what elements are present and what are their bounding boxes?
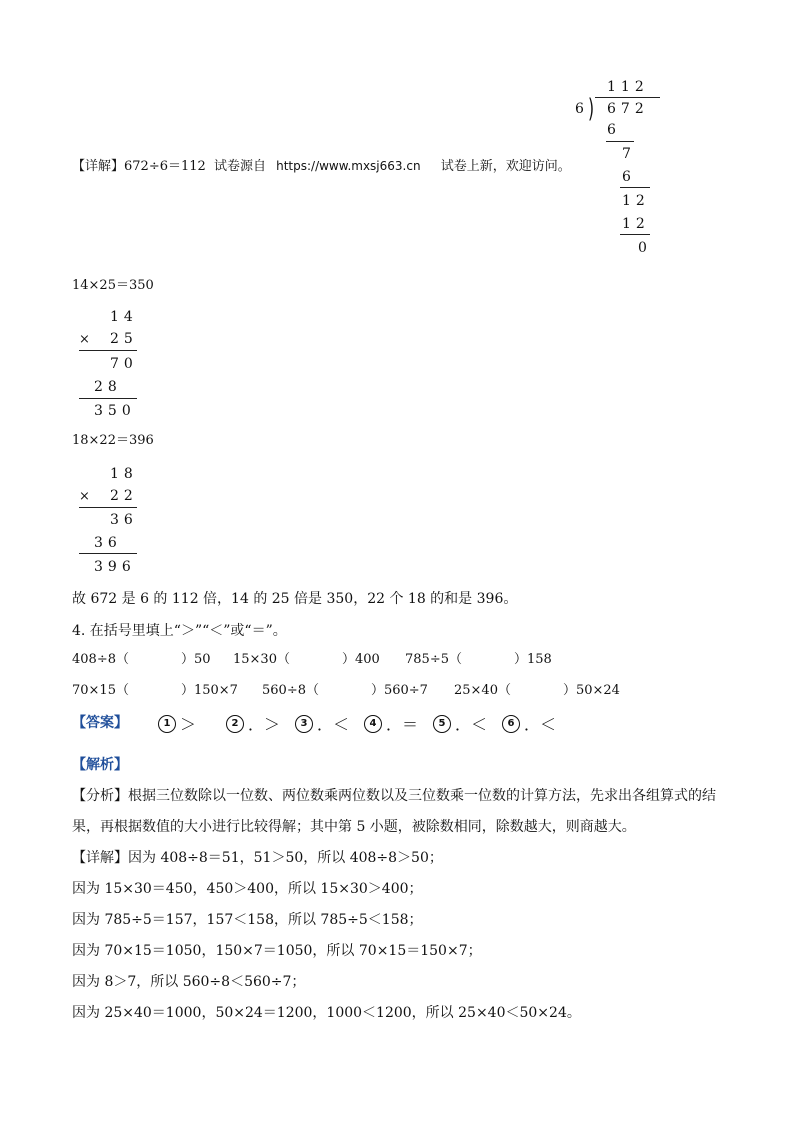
- detail-line-2: 因为 15×30＝450，450＞400，所以 15×30＞400；: [72, 881, 423, 897]
- mult1-bottom: 25: [110, 331, 138, 347]
- detail-672-text: 【详解】672÷6＝112: [72, 159, 206, 174]
- answer-item-1: [158, 712, 196, 735]
- answer-number-1: 1: [158, 715, 176, 733]
- conclusion: 故 672 是 6 的 112 倍，14 的 25 倍是 350，22 个 18 的和是 396。: [72, 591, 518, 607]
- mult2-line-1: [79, 507, 137, 508]
- mult1-line-1: [79, 350, 137, 351]
- detail-line-5: 因为 8＞7，所以 560÷8＜560÷7；: [72, 974, 306, 990]
- division-bar: [595, 97, 660, 98]
- watermark-text-a: 试卷源自: [213, 159, 266, 174]
- mult1-equation: 14×25＝350: [72, 278, 154, 293]
- division-dividend: 672: [607, 101, 649, 117]
- answer-item-6: [502, 712, 556, 735]
- question4-row1-item3: 785÷5（ ）158: [405, 652, 552, 667]
- answer-symbol-3: ．＜: [317, 715, 350, 734]
- division-step-line-2: [620, 187, 650, 188]
- fenxi-label: 【分析】: [72, 788, 128, 804]
- analysis-detail-line1: [72, 849, 443, 867]
- mult1-partial-1: 70: [110, 356, 138, 372]
- answer-item-5: [433, 712, 487, 735]
- mult1-partial-2: 28: [94, 379, 122, 395]
- detail-line-6: 因为 25×40＝1000，50×24＝1200，1000＜1200，所以 25×40＜50×24。: [72, 1005, 581, 1021]
- mult1-top: 14: [110, 309, 138, 325]
- answer-symbol-4: ．＝: [386, 715, 419, 734]
- xiangjie-label: 【详解】: [72, 850, 128, 866]
- division-step-4: 12: [622, 193, 650, 209]
- mult2-bottom: 22: [110, 488, 138, 504]
- division-step-2: 7: [622, 146, 636, 162]
- mult2-top: 18: [110, 466, 138, 482]
- division-step-1: 6: [607, 122, 621, 138]
- answer-item-3: [295, 712, 349, 735]
- mult1-result: 350: [94, 403, 136, 419]
- division-step-6: 0: [638, 240, 652, 256]
- answer-symbol-6: ．＜: [524, 715, 557, 734]
- division-divisor: 6: [575, 101, 589, 117]
- answer-symbol-2: ．＞: [248, 715, 281, 734]
- mult2-result: 396: [94, 559, 136, 575]
- mult1-line-2: [79, 398, 137, 399]
- mult2-equation: 18×22＝396: [72, 433, 154, 448]
- division-step-line-3: [620, 234, 650, 235]
- fenxi-text-1: 根据三位数除以一位数、两位数乘两位数以及三位数乘一位数的计算方法，先求出各组算式的结: [128, 788, 716, 804]
- question4-title: 4. 在括号里填上“＞”“＜”或“＝”。: [72, 623, 287, 639]
- question4-row1-item2: 15×30（ ）400: [233, 652, 380, 667]
- mult2-sign: ×: [79, 489, 90, 504]
- answer-number-6: 6: [502, 715, 520, 733]
- answer-symbol-5: ．＜: [455, 715, 488, 734]
- question4-row2-item2: 560÷8（ ）560÷7: [262, 683, 428, 698]
- answer-label: 【答案】: [72, 715, 128, 731]
- detail-672: [72, 158, 571, 175]
- analysis-fenxi-line2: 果，再根据数值的大小进行比较得解；其中第 5 小题，被除数相同，除数越大，则商越大。: [72, 819, 636, 835]
- answer-number-5: 5: [433, 715, 451, 733]
- answer-item-4: [364, 712, 418, 735]
- question4-row2-item3: 25×40（ ）50×24: [454, 683, 620, 698]
- division-quotient: 112: [607, 79, 649, 95]
- question4-row1-item1: 408÷8（ ）50: [72, 652, 211, 667]
- detail-line-4: 因为 70×15＝1050，150×7＝1050，所以 70×15＝150×7；: [72, 943, 482, 959]
- answer-number-3: 3: [295, 715, 313, 733]
- mult2-partial-1: 36: [110, 512, 138, 528]
- answer-number-4: 4: [364, 715, 382, 733]
- detail-line-1: 因为 408÷8＝51，51＞50，所以 408÷8＞50；: [128, 850, 443, 866]
- watermark-url[interactable]: https://www.mxsj663.cn: [276, 159, 421, 173]
- detail-line-3: 因为 785÷5＝157，157＜158，所以 785÷5＜158；: [72, 912, 423, 928]
- answer-number-2: 2: [226, 715, 244, 733]
- analysis-fenxi-line1: [72, 787, 716, 805]
- mult2-partial-2: 36: [94, 535, 122, 551]
- division-step-3: 6: [622, 169, 636, 185]
- mult2-line-2: [79, 553, 137, 554]
- division-bracket: ): [588, 94, 595, 124]
- analysis-label: 【解析】: [72, 757, 128, 773]
- answer-item-2: [226, 712, 280, 735]
- answer-symbol-1: ＞: [180, 715, 197, 734]
- division-step-5: 12: [622, 216, 650, 232]
- mult1-sign: ×: [79, 332, 90, 347]
- watermark-text-b: 试卷上新，欢迎访问。: [440, 159, 571, 174]
- division-step-line-1: [606, 141, 634, 142]
- question4-row2-item1: 70×15（ ）150×7: [72, 683, 238, 698]
